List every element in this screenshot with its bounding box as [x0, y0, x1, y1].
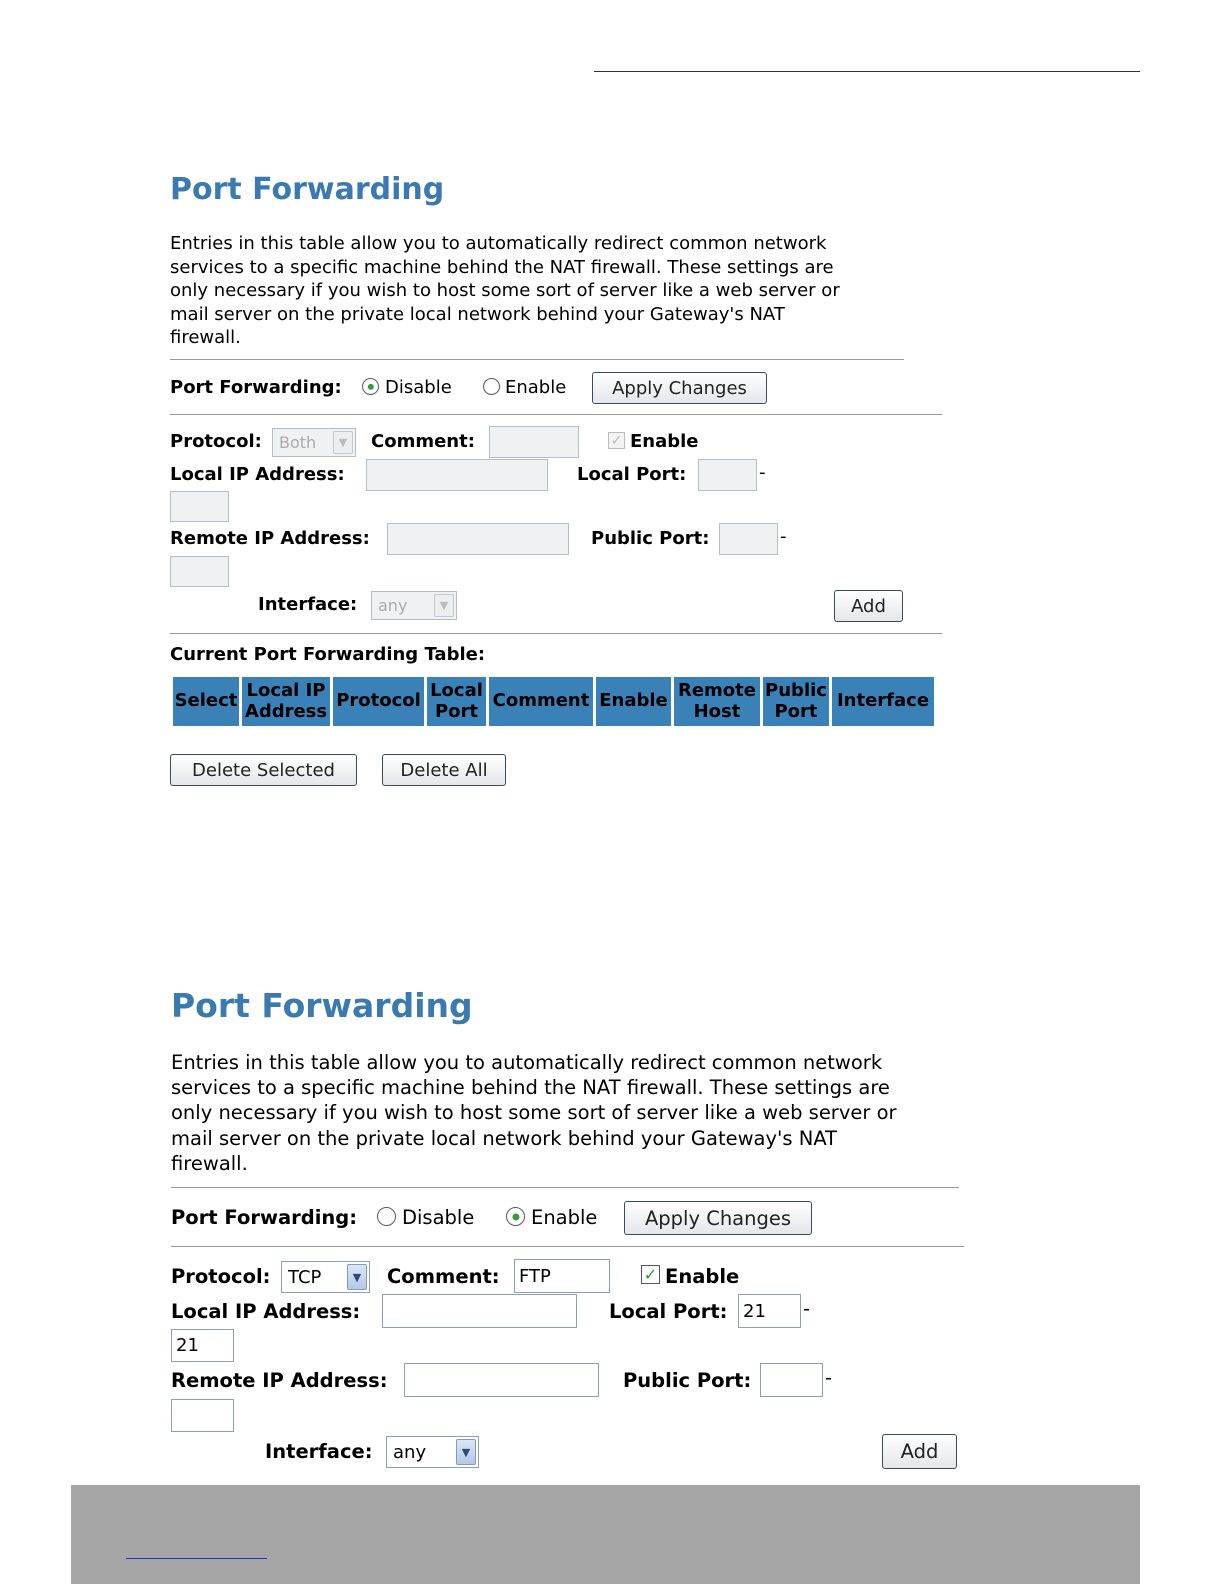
public-port-to-input[interactable]	[171, 1399, 234, 1432]
enable-checkbox-label: Enable	[665, 1265, 740, 1288]
range-dash: -	[780, 526, 787, 547]
range-dash: -	[759, 462, 766, 483]
local-ip-label: Local IP Address:	[170, 464, 345, 485]
comment-input[interactable]: FTP	[514, 1259, 610, 1293]
port-forwarding-panel-enabled	[171, 0, 971, 1480]
local-port-label: Local Port:	[577, 464, 687, 485]
check-icon: ✓	[643, 1264, 658, 1284]
col-comment: Comment	[489, 677, 593, 726]
public-port-label: Public Port:	[623, 1369, 752, 1392]
add-button[interactable]: Add	[834, 590, 903, 622]
chevron-down-icon: ▼	[456, 1439, 476, 1465]
local-ip-label: Local IP Address:	[171, 1300, 361, 1323]
table-title: Current Port Forwarding Table:	[170, 644, 486, 665]
remote-ip-input[interactable]	[404, 1363, 599, 1397]
interface-label: Interface:	[258, 594, 358, 615]
port-forwarding-label: Port Forwarding:	[171, 1206, 358, 1229]
chevron-down-icon: ▼	[434, 594, 454, 617]
col-interface: Interface	[832, 677, 934, 726]
range-dash: -	[803, 1297, 811, 1320]
comment-label: Comment:	[371, 431, 475, 452]
add-button[interactable]: Add	[882, 1434, 957, 1469]
col-public-port: Public Port	[763, 677, 829, 726]
enable-label: Enable	[531, 1206, 598, 1229]
protocol-label: Protocol:	[171, 1265, 271, 1288]
public-port-from-input[interactable]	[760, 1363, 823, 1397]
local-ip-input[interactable]	[382, 1294, 577, 1328]
disable-label: Disable	[402, 1206, 475, 1229]
protocol-select[interactable]	[281, 1261, 370, 1293]
footer-link-underline[interactable]	[126, 1558, 267, 1559]
check-icon: ✓	[610, 432, 623, 449]
local-port-label: Local Port:	[609, 1300, 728, 1323]
col-local-ip: Local IP Address	[242, 677, 330, 726]
interface-select[interactable]	[386, 1436, 479, 1468]
chevron-down-icon: ▼	[333, 431, 353, 454]
remote-ip-label: Remote IP Address:	[171, 1369, 388, 1392]
interface-value: any	[378, 596, 408, 615]
chevron-down-icon: ▼	[347, 1264, 367, 1290]
local-port-to-input[interactable]: 21	[171, 1329, 234, 1362]
col-select: Select	[173, 677, 239, 726]
disable-radio[interactable]	[377, 1207, 396, 1226]
apply-changes-button[interactable]: Apply Changes	[624, 1201, 812, 1235]
protocol-value: Both	[279, 433, 317, 452]
enable-label: Enable	[505, 377, 567, 398]
protocol-value: TCP	[288, 1266, 322, 1288]
interface-label: Interface:	[265, 1440, 373, 1463]
col-remote-host: Remote Host	[674, 677, 760, 726]
disable-label: Disable	[385, 377, 452, 398]
port-forwarding-label: Port Forwarding:	[170, 377, 342, 398]
range-dash: -	[825, 1366, 833, 1389]
page-footer	[71, 1485, 1140, 1584]
col-local-port: Local Port	[427, 677, 486, 726]
enable-checkbox[interactable]	[641, 1265, 660, 1284]
intro-text: Entries in this table allow you to automatically redirect common network services to a specific machine behind the NAT firewall. These settings are only necessary if you wish to host some sort of server like a web server or mail server on the private local network behind your Gateway's NAT firewall.	[171, 1051, 897, 1175]
apply-changes-button[interactable]: Apply Changes	[592, 372, 767, 404]
enable-checkbox-label: Enable	[630, 431, 699, 452]
delete-all-button[interactable]: Delete All	[382, 754, 506, 786]
page-title: Port Forwarding	[170, 172, 445, 207]
delete-selected-button[interactable]: Delete Selected	[170, 754, 357, 786]
col-protocol: Protocol	[333, 677, 424, 726]
protocol-label: Protocol:	[170, 431, 262, 452]
intro-text: Entries in this table allow you to automatically redirect common network services to a specific machine behind the NAT firewall. These settings are only necessary if you wish to host some sort of server like a web server or mail server on the private local network behind your Gateway's NAT firewall.	[170, 233, 840, 348]
public-port-label: Public Port:	[591, 528, 710, 549]
remote-ip-label: Remote IP Address:	[170, 528, 370, 549]
col-enable: Enable	[596, 677, 671, 726]
comment-label: Comment:	[387, 1265, 500, 1288]
divider	[171, 1187, 959, 1188]
page-title: Port Forwarding	[171, 986, 473, 1025]
enable-radio[interactable]	[506, 1207, 525, 1226]
divider	[171, 1246, 964, 1247]
local-port-from-input[interactable]: 21	[738, 1294, 801, 1328]
interface-value: any	[393, 1441, 427, 1463]
